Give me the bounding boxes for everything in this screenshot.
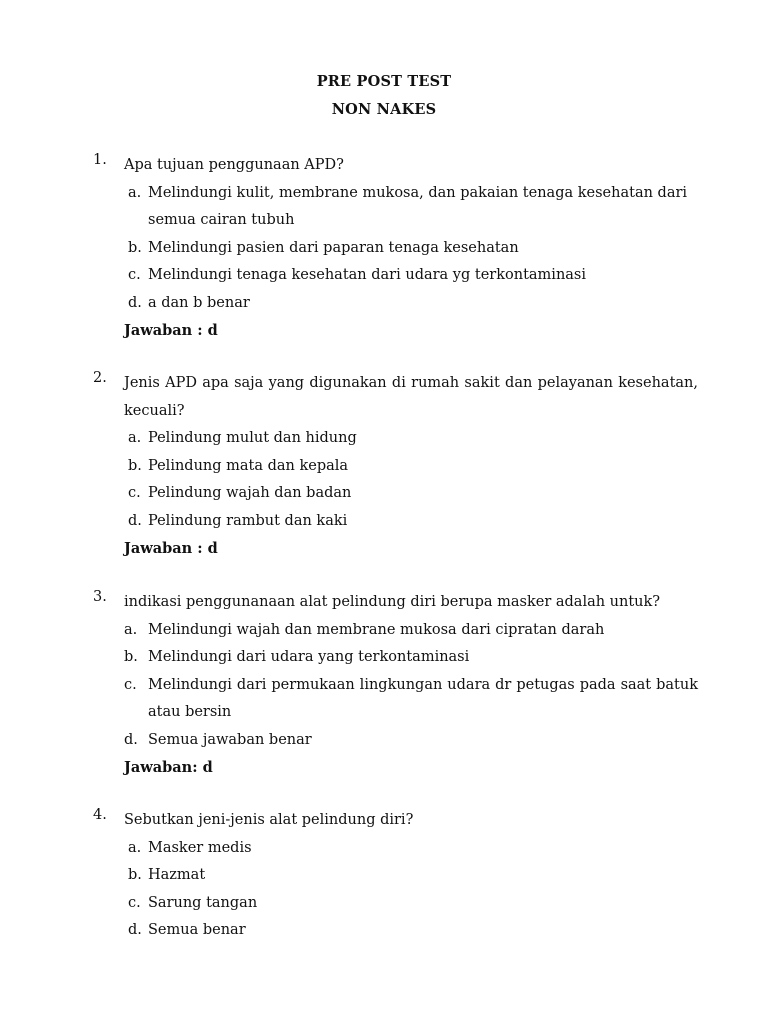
- option-text: Melindungi tenaga kesehatan dari udara yg terkontaminasi: [148, 267, 587, 283]
- option-letter: a.: [128, 184, 142, 201]
- option-a: [124, 180, 698, 235]
- option-d: [124, 727, 698, 755]
- option-text: Sarung tangan: [148, 894, 258, 911]
- question-text: Apa tujuan penggunaan APD?: [124, 157, 344, 173]
- option-text: Pelindung rambut dan kaki: [148, 512, 348, 529]
- question-number: 2.: [93, 370, 107, 386]
- option-letter: b.: [124, 649, 138, 665]
- question-4: [93, 807, 698, 945]
- option-list: [124, 425, 698, 535]
- option-b: [124, 862, 698, 890]
- option-text: Pelindung mulut dan hidung: [148, 430, 357, 446]
- option-letter: d.: [128, 294, 142, 311]
- question-3: [93, 589, 698, 782]
- option-text: a dan b benar: [148, 294, 250, 311]
- option-d: [124, 917, 698, 945]
- option-b: [124, 453, 698, 481]
- option-list: [124, 835, 698, 945]
- option-letter: b.: [128, 239, 142, 256]
- option-letter: d.: [128, 512, 142, 529]
- option-text: Semua benar: [148, 922, 246, 938]
- answer-label: Jawaban : d: [124, 540, 218, 557]
- option-letter: c.: [128, 485, 141, 501]
- option-a: [124, 617, 698, 645]
- page-title: PRE POST TEST: [316, 73, 452, 90]
- question-1: [93, 152, 698, 345]
- option-text: Masker medis: [148, 839, 252, 856]
- option-b: [124, 235, 698, 263]
- option-list: [124, 180, 698, 318]
- answer-label: Jawaban : d: [124, 322, 218, 339]
- option-d: [124, 508, 698, 536]
- option-text: Melindungi dari udara yang terkontaminasi: [148, 649, 470, 665]
- option-c: [124, 480, 698, 508]
- option-letter: a.: [124, 621, 138, 638]
- question-number: 3.: [93, 589, 107, 605]
- option-text: Melindungi wajah dan membrane mukosa dari cipratan darah: [148, 621, 605, 638]
- option-letter: c.: [128, 267, 141, 283]
- answer-label: Jawaban: d: [124, 759, 213, 776]
- option-text: Melindungi kulit, membrane mukosa, dan pakaian tenaga kesehatan dari semua cairan tubuh: [148, 184, 688, 228]
- option-letter: d.: [128, 922, 142, 938]
- option-text: Melindungi dari permukaan lingkungan udara dr petugas pada saat batuk atau bersin: [148, 676, 698, 720]
- option-letter: c.: [124, 676, 137, 693]
- question-text: indikasi penggunanaan alat pelindung diri berupa masker adalah untuk?: [124, 594, 661, 610]
- question-number: 4.: [93, 807, 107, 823]
- option-letter: d.: [124, 731, 138, 748]
- option-letter: a.: [128, 839, 142, 856]
- option-c: [124, 672, 698, 727]
- option-letter: a.: [128, 430, 142, 446]
- option-d: [124, 290, 698, 318]
- option-text: Pelindung wajah dan badan: [148, 485, 352, 501]
- option-letter: b.: [128, 867, 142, 883]
- option-c: [124, 262, 698, 290]
- option-letter: b.: [128, 457, 142, 474]
- option-list: [124, 617, 698, 755]
- option-text: Semua jawaban benar: [148, 731, 312, 748]
- question-number: 1.: [93, 152, 107, 168]
- option-b: [124, 644, 698, 672]
- question-text: Sebutkan jeni-jenis alat pelindung diri?: [124, 812, 414, 828]
- option-a: [124, 835, 698, 863]
- option-text: Melindungi pasien dari paparan tenaga kesehatan: [148, 239, 519, 256]
- question-text: Jenis APD apa saja yang digunakan di rumah sakit dan pelayanan kesehatan, kecuali?: [124, 375, 698, 419]
- option-letter: c.: [128, 894, 141, 911]
- page-subtitle: NON NAKES: [331, 101, 437, 118]
- option-c: [124, 890, 698, 918]
- question-2: [93, 370, 698, 563]
- option-text: Pelindung mata dan kepala: [148, 457, 349, 474]
- option-a: [124, 425, 698, 453]
- option-text: Hazmat: [148, 867, 206, 883]
